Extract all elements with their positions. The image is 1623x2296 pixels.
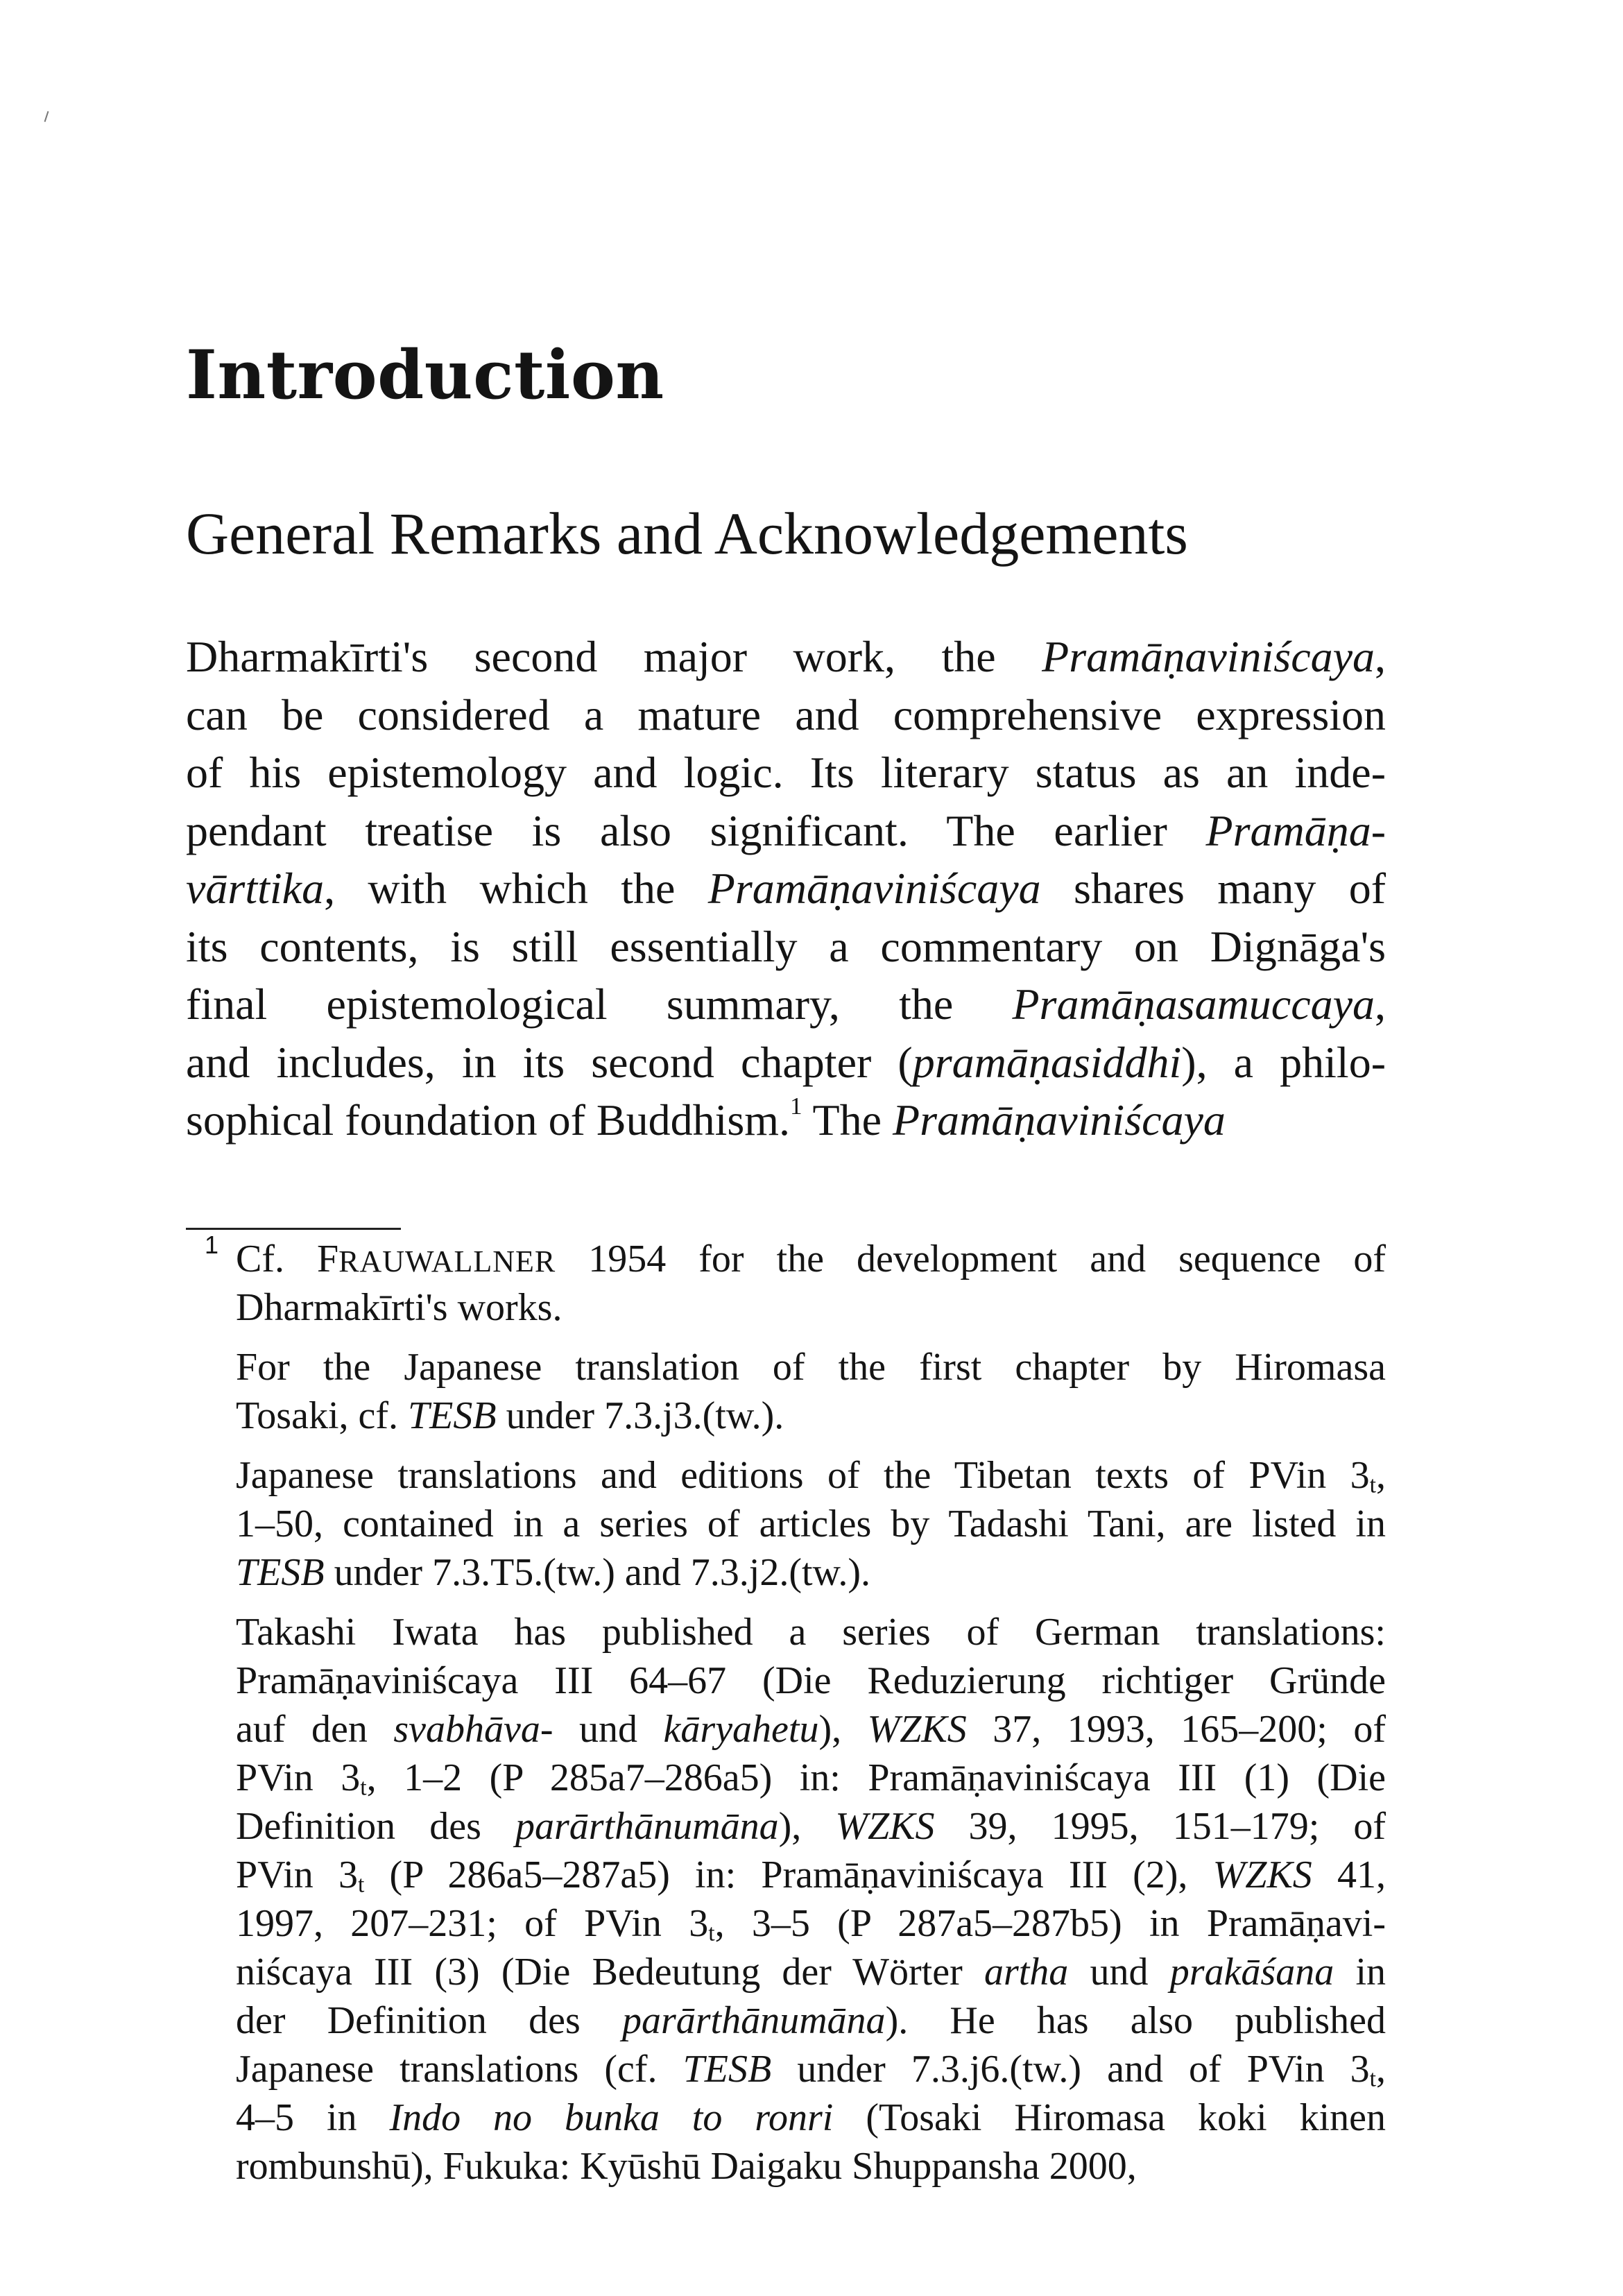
body-line: pendant treatise is also significant. The earlier Pramāṇa- — [186, 805, 1386, 855]
body-line: Dharmakīrti's second major work, the Pramāṇaviniścaya, — [186, 632, 1386, 681]
footnote-line: PVin $3_t$ (P 286a5–287a5) in: Pramāṇaviniścaya III (2), WZKS 41, — [236, 1853, 1386, 1898]
footnote-paragraph — [205, 1231, 1386, 1332]
footnote-line: Tosaki, cf. TESB under 7.3.j3.(tw.). — [236, 1394, 784, 1437]
body-line: sophical foundation of Buddhism.$^1$ The Pramāṇaviniścaya — [186, 1093, 1226, 1145]
chapter-title: Introduction — [186, 336, 664, 414]
footnote-line: Japanese translations (cf. TESB under 7.3.j6.(tw.) and of PVin $3_t$, — [236, 2048, 1386, 2092]
footnote-line: Japanese translations and editions of the Tibetan texts of PVin $3_t$, — [236, 1454, 1386, 1498]
footnote-line: Definition des parārthānumāna), WZKS 39, 1995, 151–179; of — [236, 1805, 1386, 1848]
footnote-line: PVin $3_t$, 1–2 (P 285a7–286a5) in: Pramāṇaviniścaya III (1) (Die — [236, 1756, 1386, 1801]
footnote-marker: 1 — [205, 1231, 219, 1259]
footnote-line: Cf. FRAUWALLNER 1954 for the development and sequence of — [236, 1237, 1386, 1280]
footnote-line: rombunshū), Fukuka: Kyūshū Daigaku Shuppansha 2000, — [236, 2145, 1137, 2188]
footnote-line: Pramāṇaviniścaya III 64–67 (Die Reduzierung richtiger Gründe — [236, 1659, 1386, 1702]
body-line: and includes, in its second chapter (pramāṇasiddhi), a philo- — [186, 1037, 1386, 1087]
footnote-line: Dharmakīrti's works. — [236, 1286, 563, 1329]
footnote-line: 1997, 207–231; of PVin $3_t$, 3–5 (P 287a5–287b5) in Pramāṇavi- — [236, 1902, 1386, 1946]
section-title: General Remarks and Acknowledgements — [186, 500, 1188, 567]
body-line: its contents, is still essentially a commentary on Dignāga's — [186, 921, 1386, 971]
footnote-line: TESB under 7.3.T5.(tw.) and 7.3.j2.(tw.). — [236, 1551, 871, 1594]
body-line: can be considered a mature and comprehensive expression — [186, 689, 1386, 739]
footnote-line: niścaya III (3) (Die Bedeutung der Wörter artha und prakāśana in — [236, 1951, 1386, 1994]
footnote-line: der Definition des parārthānumāna). He has also published — [236, 1999, 1386, 2042]
main-text — [186, 628, 1386, 1149]
footnote-paragraph — [236, 1608, 1386, 2191]
footnote-paragraph — [236, 1343, 1386, 1440]
body-line: final epistemological summary, the Pramāṇasamuccaya, — [186, 979, 1386, 1029]
body-line: vārttika, with which the Pramāṇaviniścaya shares many of — [186, 864, 1386, 913]
footnotes — [205, 1231, 1386, 2202]
footnote-line: 4–5 in Indo no bunka to ronri (Tosaki Hiromasa koki kinen — [236, 2096, 1386, 2139]
footnote-line: auf den svabhāva- und kāryahetu), WZKS 37, 1993, 165–200; of — [236, 1708, 1386, 1751]
footnote-line: Takashi Iwata has published a series of German translations: — [236, 1611, 1386, 1654]
footnote-rule — [186, 1228, 401, 1230]
body-line: of his epistemology and logic. Its literary status as an inde- — [186, 748, 1386, 797]
footnote-line: For the Japanese translation of the first chapter by Hiromasa — [236, 1346, 1386, 1389]
footnote-paragraph — [236, 1451, 1386, 1597]
footnote-line: 1–50, contained in a series of articles by Tadashi Tani, are listed in — [236, 1502, 1386, 1545]
stray-mark — [44, 111, 49, 122]
